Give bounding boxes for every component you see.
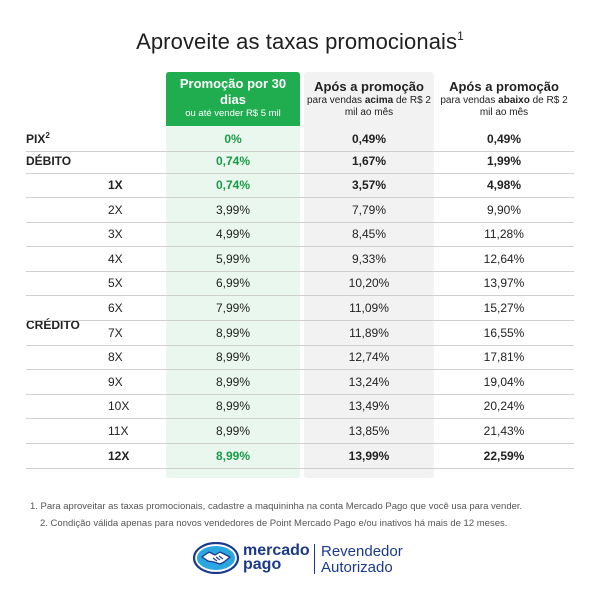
credito-label: CRÉDITO [26,318,80,332]
below-rate: 12,64% [483,251,525,266]
table-row-credito [26,369,574,395]
below-rate: 21,43% [483,424,525,438]
table-row-credito [26,270,574,296]
promo-rate: 6,99% [215,276,251,291]
installments-label: 7X [108,325,123,340]
below-rate: 15,27% [483,301,525,315]
above-rate: 11,89% [349,325,389,340]
footnote-2: 2. Condição válida apenas para novos vendedores de Point Mercado Pago e/ou inativos há mais de 12 meses. [40,518,508,529]
installments-label: 12X [108,448,130,463]
promo-rate: 8,99% [215,399,251,414]
promo-rate: 0,74% [215,178,251,192]
installments-label: 1X [108,178,123,192]
table-row-credito [26,344,574,370]
mercado-pago-logo [193,540,413,580]
above-rate: 3,57% [351,178,387,192]
below-rate: 9,90% [486,202,522,217]
installments-label: 6X [108,301,123,315]
table-row-credito [26,295,574,321]
above-rate: 7,79% [351,202,387,217]
above-rate: 9,33% [351,251,387,266]
installments-label: 5X [108,276,123,291]
below-rate: 22,59% [483,448,525,463]
promo-rate: 8,99% [215,448,251,463]
table-row-credito [26,443,574,469]
row-label: PIX$^2$ [26,131,50,146]
table-row-credito [26,172,574,198]
above-header: Após a promoção para vendas acima de R$ 2 mil ao mês [307,79,431,118]
promo-header: Promoção por 30 dias ou até vender R$ 5 mil [179,76,287,120]
mercado-pago-wordmark: mercado pago [243,542,310,573]
promo-rate: 0% [224,132,242,146]
table-row-credito [26,393,574,419]
table-row-credito [26,418,574,444]
above-rate: 8,45% [351,227,387,242]
promo-rate: 8,99% [215,325,251,340]
above-rate: 13,99% [348,448,390,463]
installments-label: 2X [108,202,123,217]
above-rate: 12,74% [348,350,390,365]
above-rate: 13,24% [348,374,390,389]
below-rate: 0,49% [486,132,522,146]
revendedor-autorizado: Revendedor Autorizado [321,543,403,576]
table-row-credito [26,320,574,346]
below-rate: 13,97% [483,276,525,291]
promo-rate: 7,99% [215,301,251,315]
promo-rate: 3,99% [215,202,251,217]
logo-divider [314,544,315,574]
installments-label: 10X [108,399,130,414]
below-rate: 16,55% [483,325,525,340]
promo-rate: 4,99% [215,227,251,242]
below-header: Após a promoção para vendas abaixo de R$ 2 mil ao mês [440,79,568,118]
installments-label: 11X [108,424,129,438]
footnote-1: 1. Para aproveitar as taxas promocionais, cadastre a maquininha na conta Mercado Pago que você usa para vender. [30,501,523,512]
above-rate: 1,67% [351,154,387,168]
table-row-credito [26,246,574,272]
table-row-credito [26,197,574,223]
below-rate: 19,04% [483,374,525,389]
above-rate: 0,49% [351,132,387,146]
above-rate: 10,20% [348,276,390,291]
table-row-debito [26,148,574,174]
below-rate: 20,24% [483,399,525,414]
promo-rate: 8,99% [215,374,251,389]
below-rate: 17,81% [483,350,525,365]
handshake-icon [193,542,239,574]
promo-rate: 8,99% [215,350,251,365]
promo-rate: 8,99% [215,424,251,438]
installments-label: 4X [108,251,123,266]
below-rate: 11,28% [484,227,524,242]
above-rate: 11,09% [349,301,389,315]
installments-label: 9X [108,374,123,389]
installments-label: 8X [108,350,123,365]
promo-rate: 5,99% [215,251,251,266]
below-rate: 1,99% [486,154,522,168]
table-row-credito [26,221,574,247]
below-rate: 4,98% [486,178,522,192]
row-label: DÉBITO [26,154,72,168]
above-rate: 13,49% [348,399,390,414]
page-title: Aproveite as taxas promocionais$^1$ [136,29,464,54]
promo-rate: 0,74% [215,154,251,168]
installments-label: 3X [108,227,123,242]
above-rate: 13,85% [348,424,390,438]
